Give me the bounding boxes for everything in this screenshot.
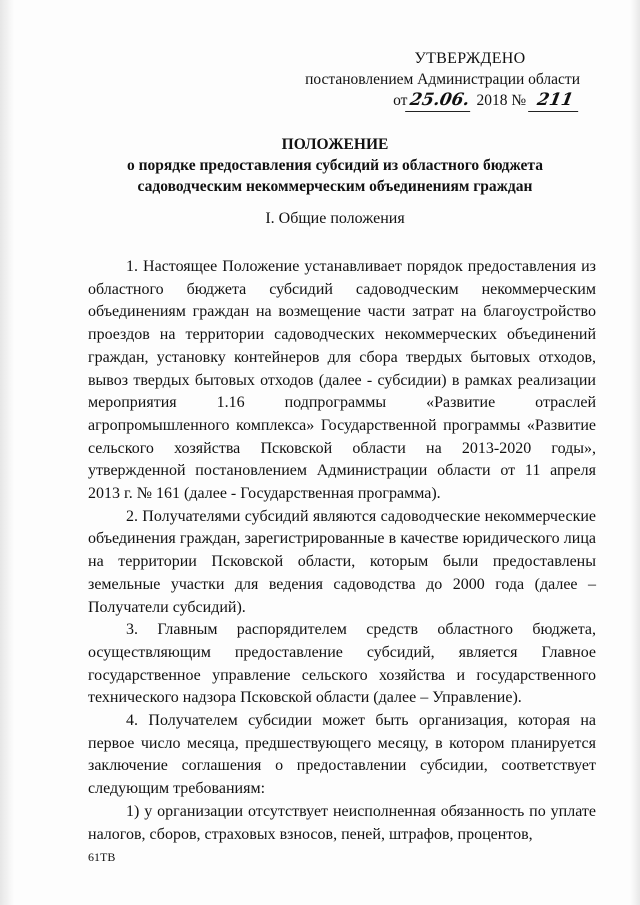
handwritten-number: 211 xyxy=(528,90,582,112)
paragraph-5: 1) у организации отсутствует неисполненная обязанность по уплате налогов, сборов, страховых взносов, пеней, штрафов, процентов, xyxy=(88,802,596,843)
paragraph-1: 1. Настоящее Положение устанавливает порядок предоставления из областного бюджета субсидий садоводческим некоммерческим объединениям граждан на возмещение части затрат на благоустройство проездов на территории садоводческих некоммерческих объединений граждан, установку контейнеров для сбора твердых бытовых отходов, вывоз твердых бытовых отходов (далее - субсидии) в рамках реализации мероприятия 1.16 подпрограммы «Развитие отраслей агропромышленного комплекса» Государственной программы «Развитие сельского хозяйства Псковской области на 2013-2020 годы», утвержденной постановлением Администрации области от 11 апреля 2013 г. № 161 (далее - Государственная программа). xyxy=(88,258,596,503)
document-body xyxy=(88,256,596,846)
paragraph-3: 3. Главным распорядителем средств областного бюджета, осуществляющим предоставление субсидий, является Главное государственное управление сельского хозяйства и государственного технического надзора Псковской области (далее – Управление). xyxy=(88,621,596,707)
scan-edge-right xyxy=(630,0,640,905)
title-heading: ПОЛОЖЕНИЕ xyxy=(281,136,389,153)
approval-line: постановлением Администрации области xyxy=(305,71,580,88)
handwritten-date: 25.06. xyxy=(405,90,474,112)
approval-stamp: УТВЕРЖДЕНО xyxy=(414,50,526,67)
approval-block xyxy=(290,48,580,112)
date-prefix: от xyxy=(393,92,408,109)
section-heading: I. Общие положения xyxy=(265,210,405,227)
footer-code: 61ТВ xyxy=(88,850,116,864)
paragraph-4: 4. Получателем субсидии может быть организация, которая на первое число месяца, предшествующего месяцу, в котором планируется заключение соглашения о предоставлении субсидии, соответствует следующим требованиям: xyxy=(88,712,596,798)
date-year: 2018 № xyxy=(476,92,527,109)
title-subtitle-line1: о порядке предоставления субсидий из областного бюджета xyxy=(127,157,543,174)
scan-edge-left xyxy=(0,0,14,905)
document-title xyxy=(80,134,590,197)
approval-date-line xyxy=(290,90,580,112)
paragraph-2: 2. Получателями субсидий являются садоводческие некоммерческие объединения граждан, зарегистрированные в качестве юридического лица на территории Псковской области, которым были предоставлены земельные участки для ведения садоводства до 2000 года (далее – Получатели субсидий). xyxy=(88,507,596,616)
title-subtitle-line2: садоводческим некоммерческим объединениям граждан xyxy=(137,178,533,195)
